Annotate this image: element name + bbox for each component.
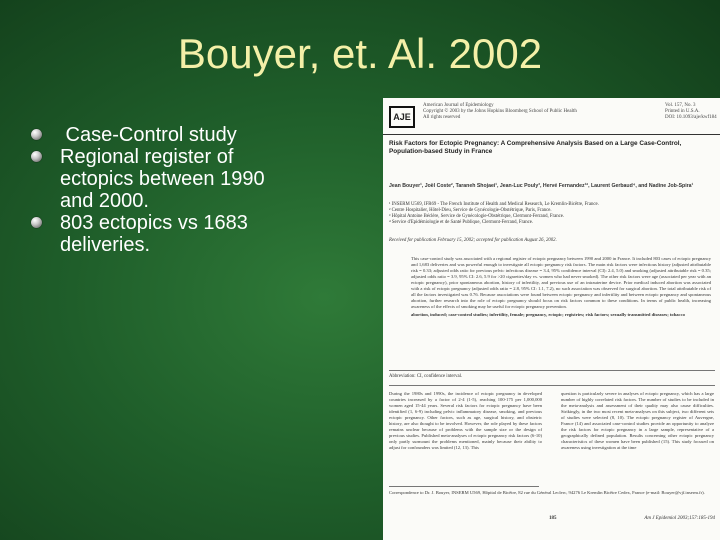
volume-line: Vol. 157, No. 3 (665, 103, 696, 108)
bullet-item (30, 146, 280, 212)
body-column-left: During the 1980s and 1990s, the incidence of ectopic pregnancy in developed countries increased by a factor of 2-4 (1-5), reaching 100-175 per 1,000,000 women aged 15-44 years. Several risk factors for ectopic pregnancy have been identified (1, 6-9) including pelvic inflammatory disease, smoking, and previous ectopic pregnancy. Other factors, such as age, surgical history, and obstetric history, are also thought to be involved. However, the role played by these factors remains unclear because of problems with the sample size or the design of previous studies. Published meta-analyses of ectopic pregnancy risk factors (6-10) only partly surmount the problems mentioned, mainly because their ability to adjust for confounders was limited (12, 13). This (389, 391, 542, 450)
body-column-right: question is particularly severe in analyses of ectopic pregnancy, which has a large number of highly correlated risk factors. The number of studies to be included in the meta-analysis and assessment of their quality may also cause difficulties. Strikingly, in the two most recent meta-analyses on this subject, two different sets of studies were selected (8, 10). The ectopic pregnancy register of Auvergne, France (14) and associated case-control studies provide an opportunity to analyze the risk factors for ectopic pregnancy in a large sample, representative of a geographically defined population. Results concerning other ectopic pregnancy characteristics of these women have been published (15). This study focused on awareness using investigation at the time (561, 391, 714, 450)
bullet-dot-icon (31, 217, 42, 228)
paper-footer (389, 516, 715, 526)
journal-logo: AJE (389, 106, 415, 128)
bullet-item (30, 212, 280, 256)
paper-affiliations (389, 202, 715, 226)
bullet-list (30, 124, 280, 256)
affiliation: ² Centre Hospitalier, Hôtel-Dieu, Service de Gynécologie-Obstétrique, Paris, France. (389, 208, 552, 213)
doi-line: DOI: 10.1093/aje/kwf184 (665, 115, 717, 120)
bullet-item (30, 124, 280, 146)
bullet-dot-icon (31, 129, 42, 140)
paper-abstract (411, 256, 711, 318)
copyright-line: Copyright © 2003 by the Johns Hopkins Bloomberg School of Public Health (423, 109, 577, 114)
affiliation: ³ Hôpital Antoine Béclère, Service de Gynécologie-Obstétrique, Clermont-Ferrand, France. (389, 214, 565, 219)
page-number: 185 (549, 516, 557, 521)
paper-title: Risk Factors for Ectopic Pregnancy: A Comprehensive Analysis Based on a Large Case-Control, Population-based Study in France (389, 140, 682, 155)
bullet-text: Regional register of ectopics between 1990 and 2000. (60, 146, 265, 212)
affiliation: ¹ INSERM U569, IFR69 - The French Institute of Health and Medical Research, Le Kremlin-Bicêtre, France. (389, 202, 599, 207)
paper-image (383, 98, 720, 540)
correspondence-note: Correspondence to Dr. J. Bouyer, INSERM U569, Hôpital de Bicêtre, 82 rue du Général Leclerc, 94276 Le Kremlin Bicêtre Cedex, France (e-mail: Bouyer@vjf.inserm.fr). (389, 490, 705, 495)
abbreviation-line: Abbreviation: CI, confidence interval. (389, 374, 463, 379)
keywords: abortion, induced; case-control studies; infertility, female; pregnancy, ectopic; registries; risk factors; sexually transmitted diseases; tobacco (411, 312, 685, 317)
journal-name: American Journal of Epidemiology (423, 103, 494, 108)
bullet-text: 803 ectopics vs 1683 deliveries. (60, 212, 248, 256)
printed-line: Printed in U.S.A. (665, 109, 700, 114)
journal-info (423, 103, 577, 121)
rights-line: All rights reserved (423, 115, 461, 120)
divider (389, 385, 715, 386)
abstract-text: This case-control study was associated with a regional register of ectopic pregnancy between 1990 and 2000 in France. It included 803 cases of ectopic pregnancy and 1,683 deliveries and was powerful enough to investigate all ectopic pregnancy risk factors. The main risk factors were infectious history (adjusted attributable risk = 0.33; adjusted odds ratio for previous pelvic infectious disease = 3.4, 95% confidence interval (CI): 2.4, 5.0) and smoking (adjusted attributable risk = 0.35; adjusted odds ratio = 3.9, 95% CI: 2.6, 5.9 for >20 cigarettes/day vs. women who had never smoked). The other risk factors were age (associated per year with an ectopic pregnancy), prior spontaneous abortion, history of infertility, and previous use of an intrauterine device. Prior medical induced abortion was associated with a risk of ectopic pregnancy (adjusted odds ratio = 2.8, 95% CI: 1.1, 7.2), no such association was observed for surgical abortion. The total attributable risk of all the factors investigated was 0.76. Because associations were found between ectopic pregnancy and infertility and between ectopic pregnancy and spontaneous abortion, further research into the role of ectopic pregnancy should focus on risk factors common to these conditions. In terms of public health, increasing awareness of the effects of smoking may be useful for ectopic pregnancy prevention. (411, 256, 711, 309)
volume-info (665, 103, 717, 121)
received-date: Received for publication February 15, 2002; accepted for publication August 26, 2002. (389, 238, 557, 243)
journal-header (383, 98, 720, 135)
bullet-dot-icon (31, 151, 42, 162)
divider (389, 370, 715, 371)
journal-reference: Am J Epidemiol 2003;157:185-194 (644, 516, 715, 521)
bullet-text: Case-Control study (60, 124, 237, 146)
slide-title: Bouyer, et. Al. 2002 (177, 30, 543, 77)
affiliation: ⁴ Service d'Epidémiologie et de Santé Publique, Clermont-Ferrand, France. (389, 220, 534, 225)
paper-authors: Jean Bouyer¹, Joël Coste², Taraneh Shojaei¹, Jean-Luc Pouly³, Hervé Fernandez¹², Laurent Gerbaud⁴, and Nadine Job-Spira¹ (389, 183, 694, 189)
divider (389, 486, 539, 487)
